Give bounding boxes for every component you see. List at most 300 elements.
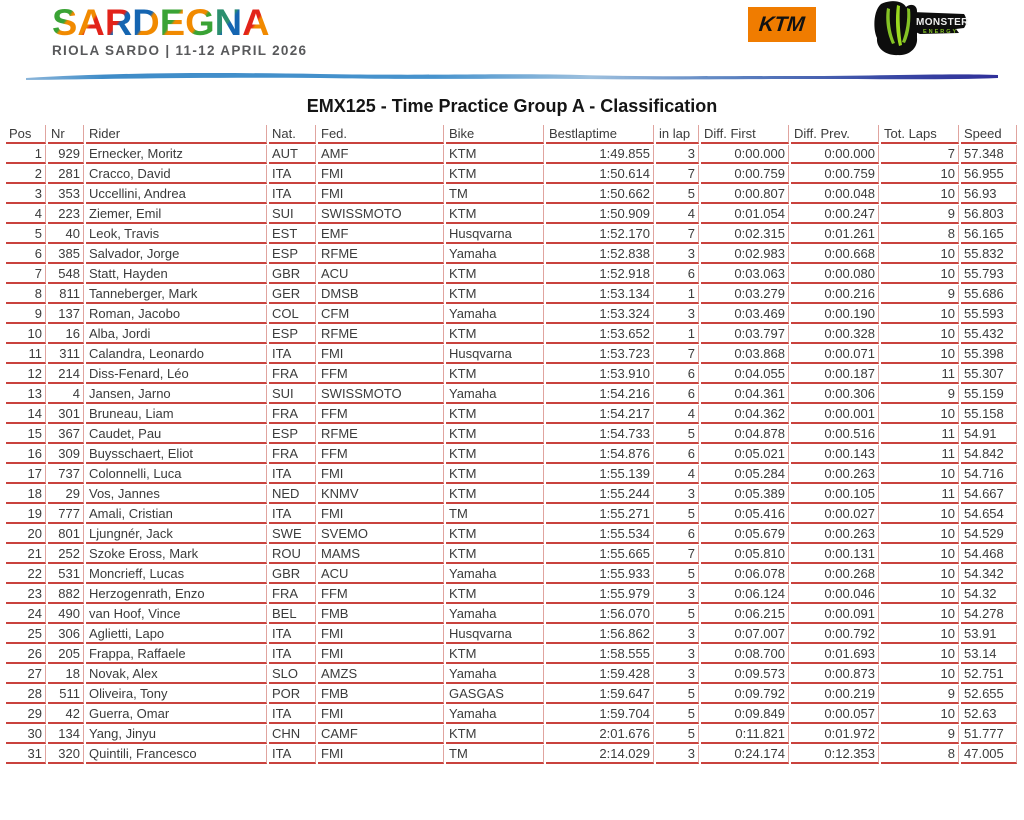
cell-bike: Husqvarna [446,345,544,364]
cell-bike: Yamaha [446,305,544,324]
cell-fed: SWISSMOTO [318,205,444,224]
table-row [6,225,1017,244]
cell-pos: 8 [6,285,46,304]
cell-inlap: 3 [656,245,699,264]
cell-rider: Tanneberger, Mark [86,285,267,304]
cell-bestlaptime: 1:50.662 [546,185,654,204]
cell-diff_prev: 0:00.328 [791,325,879,344]
sardegna-letter: G [185,2,214,44]
cell-bike: KTM [446,165,544,184]
cell-nr: 223 [48,205,84,224]
cell-fed: FMI [318,345,444,364]
cell-tot_laps: 10 [881,645,959,664]
cell-diff_prev: 0:00.268 [791,565,879,584]
table-row [6,265,1017,284]
cell-bike: KTM [446,405,544,424]
cell-speed: 56.803 [961,205,1017,224]
cell-inlap: 3 [656,625,699,644]
cell-inlap: 7 [656,225,699,244]
cell-nat: ITA [269,625,316,644]
sardegna-letter: S [52,2,77,44]
cell-nr: 531 [48,565,84,584]
column-header-bike: Bike [446,125,544,144]
sardegna-letter: R [104,2,132,44]
cell-nat: BEL [269,605,316,624]
cell-nr: 137 [48,305,84,324]
cell-nr: 811 [48,285,84,304]
cell-bike: KTM [446,585,544,604]
cell-fed: ACU [318,265,444,284]
cell-bike: KTM [446,325,544,344]
cell-nr: 353 [48,185,84,204]
cell-pos: 22 [6,565,46,584]
cell-speed: 54.468 [961,545,1017,564]
cell-speed: 55.432 [961,325,1017,344]
cell-bestlaptime: 1:52.838 [546,245,654,264]
cell-diff_first: 0:03.469 [701,305,789,324]
cell-nat: CHN [269,725,316,744]
cell-bike: KTM [446,525,544,544]
cell-tot_laps: 10 [881,345,959,364]
svg-text:ENERGY: ENERGY [923,29,959,35]
cell-speed: 52.63 [961,705,1017,724]
cell-tot_laps: 10 [881,565,959,584]
cell-bestlaptime: 1:54.217 [546,405,654,424]
cell-speed: 55.686 [961,285,1017,304]
cell-nat: ITA [269,645,316,664]
cell-diff_first: 0:00.759 [701,165,789,184]
cell-pos: 13 [6,385,46,404]
cell-diff_prev: 0:00.000 [791,145,879,164]
cell-nat: SLO [269,665,316,684]
cell-bestlaptime: 1:50.909 [546,205,654,224]
cell-diff_prev: 0:00.216 [791,285,879,304]
table-row [6,485,1017,504]
cell-tot_laps: 9 [881,725,959,744]
cell-fed: KNMV [318,485,444,504]
cell-bestlaptime: 1:55.534 [546,525,654,544]
cell-bestlaptime: 1:53.324 [546,305,654,324]
cell-rider: Vos, Jannes [86,485,267,504]
column-header-fed: Fed. [318,125,444,144]
cell-inlap: 5 [656,705,699,724]
cell-rider: Caudet, Pau [86,425,267,444]
cell-rider: Bruneau, Liam [86,405,267,424]
cell-inlap: 5 [656,185,699,204]
cell-rider: Frappa, Raffaele [86,645,267,664]
cell-tot_laps: 9 [881,385,959,404]
cell-pos: 10 [6,325,46,344]
cell-nr: 16 [48,325,84,344]
cell-inlap: 6 [656,265,699,284]
table-row [6,465,1017,484]
cell-nr: 18 [48,665,84,684]
table-row [6,725,1017,744]
cell-rider: Ljungnér, Jack [86,525,267,544]
cell-diff_prev: 0:01.261 [791,225,879,244]
cell-nr: 385 [48,245,84,264]
cell-tot_laps: 11 [881,365,959,384]
cell-pos: 29 [6,705,46,724]
cell-diff_prev: 0:01.972 [791,725,879,744]
cell-bike: Yamaha [446,565,544,584]
table-row [6,405,1017,424]
cell-fed: AMZS [318,665,444,684]
cell-inlap: 5 [656,685,699,704]
cell-rider: Roman, Jacobo [86,305,267,324]
cell-rider: Colonnelli, Luca [86,465,267,484]
cell-diff_first: 0:11.821 [701,725,789,744]
cell-inlap: 6 [656,365,699,384]
cell-tot_laps: 10 [881,545,959,564]
cell-tot_laps: 10 [881,325,959,344]
cell-speed: 57.348 [961,145,1017,164]
cell-bike: GASGAS [446,685,544,704]
cell-bestlaptime: 1:55.979 [546,585,654,604]
cell-speed: 55.398 [961,345,1017,364]
cell-bike: TM [446,745,544,764]
cell-pos: 6 [6,245,46,264]
cell-nr: 306 [48,625,84,644]
cell-fed: FMB [318,605,444,624]
cell-pos: 3 [6,185,46,204]
cell-pos: 27 [6,665,46,684]
cell-nat: ITA [269,745,316,764]
cell-pos: 17 [6,465,46,484]
cell-rider: Herzogenrath, Enzo [86,585,267,604]
cell-speed: 54.716 [961,465,1017,484]
cell-rider: Amali, Cristian [86,505,267,524]
cell-inlap: 3 [656,745,699,764]
cell-fed: FFM [318,585,444,604]
monster-claw-icon [860,0,968,58]
cell-diff_first: 0:08.700 [701,645,789,664]
ktm-logo [748,7,816,42]
cell-diff_prev: 0:00.263 [791,465,879,484]
cell-bike: Yamaha [446,605,544,624]
cell-bestlaptime: 1:56.070 [546,605,654,624]
cell-nr: 309 [48,445,84,464]
cell-diff_prev: 0:00.873 [791,665,879,684]
cell-pos: 18 [6,485,46,504]
table-row [6,685,1017,704]
cell-fed: CAMF [318,725,444,744]
cell-tot_laps: 10 [881,405,959,424]
cell-tot_laps: 10 [881,625,959,644]
sardegna-letter: N [214,2,242,44]
cell-bike: KTM [446,485,544,504]
cell-fed: FMI [318,465,444,484]
table-row [6,185,1017,204]
cell-pos: 28 [6,685,46,704]
cell-pos: 15 [6,425,46,444]
table-row [6,345,1017,364]
sardegna-letter: A [77,2,104,44]
cell-pos: 9 [6,305,46,324]
cell-speed: 55.307 [961,365,1017,384]
cell-tot_laps: 10 [881,265,959,284]
cell-fed: AMF [318,145,444,164]
cell-bestlaptime: 1:53.723 [546,345,654,364]
cell-fed: FFM [318,365,444,384]
ktm-logo-text: KTM [758,12,807,36]
table-row [6,705,1017,724]
cell-inlap: 7 [656,165,699,184]
cell-bike: Husqvarna [446,625,544,644]
cell-inlap: 4 [656,465,699,484]
cell-diff_prev: 0:00.190 [791,305,879,324]
cell-nat: EST [269,225,316,244]
cell-speed: 55.593 [961,305,1017,324]
table-row [6,565,1017,584]
cell-pos: 24 [6,605,46,624]
cell-bike: KTM [446,545,544,564]
cell-bike: TM [446,185,544,204]
column-header-rider: Rider [86,125,267,144]
cell-diff_first: 0:06.215 [701,605,789,624]
cell-diff_first: 0:01.054 [701,205,789,224]
cell-diff_first: 0:00.807 [701,185,789,204]
cell-inlap: 4 [656,405,699,424]
cell-pos: 21 [6,545,46,564]
table-row [6,545,1017,564]
cell-bestlaptime: 1:58.555 [546,645,654,664]
cell-rider: Calandra, Leonardo [86,345,267,364]
cell-diff_prev: 0:00.027 [791,505,879,524]
cell-diff_prev: 0:00.048 [791,185,879,204]
cell-pos: 26 [6,645,46,664]
cell-rider: Salvador, Jorge [86,245,267,264]
monster-energy-logo [860,0,968,58]
cell-speed: 54.32 [961,585,1017,604]
cell-tot_laps: 7 [881,145,959,164]
cell-bestlaptime: 1:59.428 [546,665,654,684]
cell-tot_laps: 10 [881,185,959,204]
cell-pos: 4 [6,205,46,224]
table-row [6,525,1017,544]
cell-rider: Ernecker, Moritz [86,145,267,164]
cell-diff_prev: 0:00.759 [791,165,879,184]
cell-rider: Jansen, Jarno [86,385,267,404]
cell-rider: Buysschaert, Eliot [86,445,267,464]
cell-bestlaptime: 2:01.676 [546,725,654,744]
cell-rider: Leok, Travis [86,225,267,244]
cell-speed: 55.158 [961,405,1017,424]
cell-pos: 25 [6,625,46,644]
cell-nat: GBR [269,265,316,284]
cell-fed: SVEMO [318,525,444,544]
cell-nr: 311 [48,345,84,364]
cell-nat: ITA [269,165,316,184]
cell-speed: 54.654 [961,505,1017,524]
cell-diff_first: 0:05.416 [701,505,789,524]
cell-fed: ACU [318,565,444,584]
cell-inlap: 7 [656,545,699,564]
cell-rider: Ziemer, Emil [86,205,267,224]
cell-nr: 42 [48,705,84,724]
cell-fed: MAMS [318,545,444,564]
event-tagline: RIOLA SARDO | 11-12 APRIL 2026 [52,43,308,58]
table-row [6,625,1017,644]
cell-bestlaptime: 1:56.862 [546,625,654,644]
cell-inlap: 3 [656,665,699,684]
results-tbody [6,145,1017,764]
cell-diff_prev: 0:01.693 [791,645,879,664]
cell-nr: 301 [48,405,84,424]
cell-inlap: 4 [656,205,699,224]
cell-nr: 40 [48,225,84,244]
table-row [6,325,1017,344]
cell-nat: FRA [269,445,316,464]
cell-tot_laps: 8 [881,745,959,764]
sardegna-logo [52,4,307,58]
table-row [6,745,1017,764]
cell-speed: 52.655 [961,685,1017,704]
cell-fed: FFM [318,445,444,464]
cell-bestlaptime: 1:52.918 [546,265,654,284]
column-header-diff_prev: Diff. Prev. [791,125,879,144]
cell-diff_first: 0:09.792 [701,685,789,704]
cell-speed: 53.14 [961,645,1017,664]
cell-inlap: 1 [656,285,699,304]
cell-nr: 4 [48,385,84,404]
cell-tot_laps: 10 [881,605,959,624]
table-row [6,425,1017,444]
cell-tot_laps: 11 [881,485,959,504]
cell-diff_prev: 0:00.219 [791,685,879,704]
cell-inlap: 6 [656,385,699,404]
cell-bestlaptime: 1:59.647 [546,685,654,704]
cell-speed: 56.955 [961,165,1017,184]
cell-bike: Husqvarna [446,225,544,244]
column-header-speed: Speed [961,125,1017,144]
cell-bike: KTM [446,265,544,284]
cell-tot_laps: 8 [881,225,959,244]
cell-nr: 929 [48,145,84,164]
cell-fed: FMI [318,745,444,764]
cell-inlap: 5 [656,425,699,444]
table-row [6,445,1017,464]
cell-inlap: 5 [656,565,699,584]
cell-fed: RFME [318,425,444,444]
cell-inlap: 5 [656,505,699,524]
cell-diff_first: 0:02.315 [701,225,789,244]
cell-bestlaptime: 1:59.704 [546,705,654,724]
cell-diff_prev: 0:00.001 [791,405,879,424]
cell-diff_first: 0:09.849 [701,705,789,724]
cell-fed: FMI [318,505,444,524]
cell-nr: 320 [48,745,84,764]
cell-fed: RFME [318,325,444,344]
cell-nr: 252 [48,545,84,564]
cell-diff_prev: 0:00.080 [791,265,879,284]
cell-bike: KTM [446,145,544,164]
cell-diff_prev: 0:12.353 [791,745,879,764]
table-row [6,245,1017,264]
cell-diff_first: 0:03.868 [701,345,789,364]
cell-diff_first: 0:03.063 [701,265,789,284]
brush-divider [20,70,1006,84]
cell-bestlaptime: 1:54.876 [546,445,654,464]
cell-tot_laps: 10 [881,525,959,544]
cell-fed: FMI [318,165,444,184]
cell-bike: KTM [446,285,544,304]
cell-diff_prev: 0:00.057 [791,705,879,724]
cell-tot_laps: 9 [881,685,959,704]
cell-nat: ROU [269,545,316,564]
cell-bestlaptime: 1:55.139 [546,465,654,484]
cell-rider: Cracco, David [86,165,267,184]
cell-speed: 55.793 [961,265,1017,284]
cell-fed: EMF [318,225,444,244]
cell-nr: 205 [48,645,84,664]
cell-rider: Diss-Fenard, Léo [86,365,267,384]
cell-tot_laps: 10 [881,465,959,484]
table-row [6,505,1017,524]
cell-speed: 47.005 [961,745,1017,764]
table-row [6,585,1017,604]
cell-inlap: 3 [656,145,699,164]
cell-diff_first: 0:04.055 [701,365,789,384]
cell-diff_first: 0:04.361 [701,385,789,404]
table-row [6,145,1017,164]
cell-diff_first: 0:05.021 [701,445,789,464]
cell-fed: FMI [318,645,444,664]
cell-nat: SWE [269,525,316,544]
cell-tot_laps: 9 [881,205,959,224]
cell-inlap: 5 [656,725,699,744]
cell-bike: KTM [446,465,544,484]
cell-pos: 30 [6,725,46,744]
cell-diff_first: 0:06.078 [701,565,789,584]
cell-diff_prev: 0:00.131 [791,545,879,564]
cell-rider: Novak, Alex [86,665,267,684]
cell-bestlaptime: 1:55.933 [546,565,654,584]
cell-diff_prev: 0:00.792 [791,625,879,644]
cell-nat: SUI [269,205,316,224]
column-header-diff_first: Diff. First [701,125,789,144]
cell-fed: FMI [318,705,444,724]
cell-bestlaptime: 1:54.216 [546,385,654,404]
cell-diff_first: 0:05.679 [701,525,789,544]
cell-rider: Moncrieff, Lucas [86,565,267,584]
cell-pos: 7 [6,265,46,284]
cell-tot_laps: 10 [881,505,959,524]
cell-speed: 56.93 [961,185,1017,204]
cell-rider: Szoke Eross, Mark [86,545,267,564]
cell-diff_first: 0:03.279 [701,285,789,304]
cell-rider: Oliveira, Tony [86,685,267,704]
cell-diff_prev: 0:00.247 [791,205,879,224]
cell-nat: FRA [269,405,316,424]
cell-diff_prev: 0:00.516 [791,425,879,444]
cell-tot_laps: 9 [881,285,959,304]
cell-bike: KTM [446,645,544,664]
cell-fed: FMB [318,685,444,704]
column-header-pos: Pos [6,125,46,144]
cell-diff_prev: 0:00.105 [791,485,879,504]
cell-rider: Uccellini, Andrea [86,185,267,204]
table-row [6,205,1017,224]
cell-pos: 12 [6,365,46,384]
cell-bestlaptime: 1:53.652 [546,325,654,344]
cell-nat: ESP [269,245,316,264]
cell-fed: CFM [318,305,444,324]
cell-diff_first: 0:04.362 [701,405,789,424]
cell-diff_first: 0:05.284 [701,465,789,484]
cell-nr: 214 [48,365,84,384]
cell-bike: KTM [446,365,544,384]
